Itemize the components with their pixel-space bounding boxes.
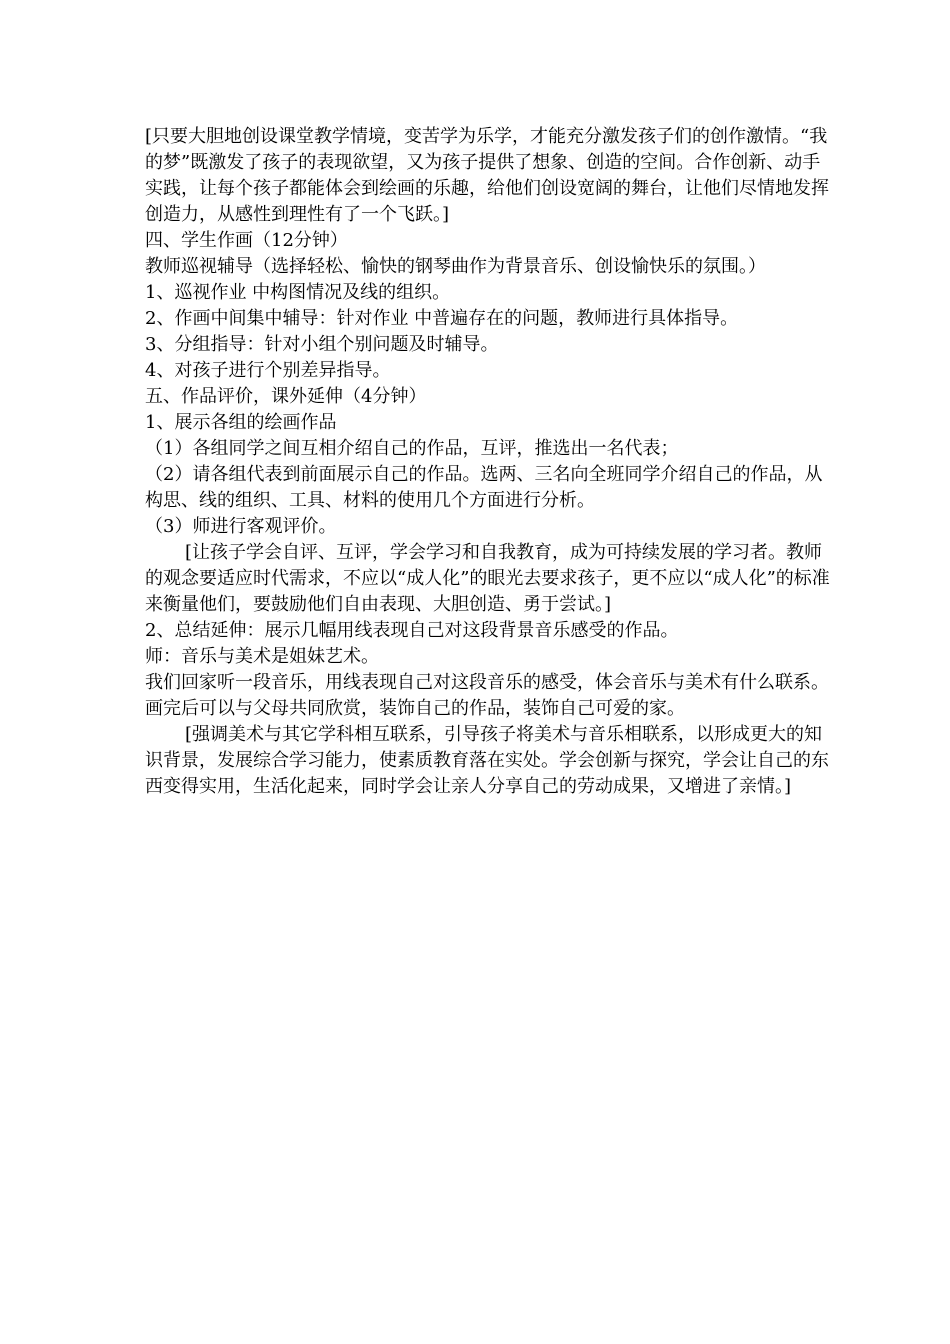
list-item-1: 1、巡视作业 中构图情况及线的组织。 (145, 282, 451, 303)
paragraph-closing-note: [强调美术与其它学科相互联系，引导孩子将美术与音乐相联系，以形成更大的知识背景，发展综合学习能力，使素质教育落在实处。学会创新与探究，学会让自己的东西变得实用，生活化起来，同时学会让亲人分享自己的劳动成果，又增进了亲情。] (145, 724, 829, 797)
heading-section-five: 五、作品评价，课外延伸（4分钟） (145, 386, 427, 407)
paragraph-intro-note: [只要大胆地创设课堂教学情境，变苦学为乐学，才能充分激发孩子们的创作激情。“我的梦”既激发了孩子的表现欲望，又为孩子提供了想象、创造的空间。合作创新、动手实践，让每个孩子都能体会到绘画的乐趣，给他们创设宽阔的舞台，让他们尽情地发挥创造力，从感性到理性有了一个飞跃。] (145, 126, 829, 225)
paragraph-teacher-line: 师：音乐与美术是姐妹艺术。 (145, 646, 379, 667)
list-item-3: 3、分组指导：针对小组个别问题及时辅导。 (145, 334, 499, 355)
heading-section-four: 四、学生作画（12分钟） (145, 230, 348, 251)
list-item-display-works: 1、展示各组的绘画作品 (145, 412, 337, 433)
paragraph-share: 画完后可以与父母共同欣赏，装饰自己的作品，装饰自己可爱的家。 (145, 698, 685, 719)
list-item-4: 4、对孩子进行个别差异指导。 (145, 360, 391, 381)
paragraph-evaluation-note: [让孩子学会自评、互评，学会学习和自我教育，成为可持续发展的学习者。教师的观念要适应时代需求，不应以“成人化”的眼光去要求孩子，更不应以“成人化”的标准来衡量他们，要鼓励他们自由表现、大胆创造、勇于尝试。] (145, 542, 830, 615)
sub-item-3: （3）师进行客观评价。 (145, 516, 337, 537)
list-item-summary: 2、总结延伸：展示几幅用线表现自己对这段背景音乐感受的作品。 (145, 620, 679, 641)
paragraph-homework: 我们回家听一段音乐，用线表现自己对这段音乐的感受，体会音乐与美术有什么联系。 (145, 672, 829, 693)
paragraph-teacher-guidance: 教师巡视辅导（选择轻松、愉快的钢琴曲作为背景音乐、创设愉快乐的氛围。） (145, 256, 766, 277)
sub-item-2: （2）请各组代表到前面展示自己的作品。选两、三名向全班同学介绍自己的作品，从构思、线的组织、工具、材料的使用几个方面进行分析。 (145, 464, 823, 511)
list-item-2: 2、作画中间集中辅导：针对作业 中普遍存在的问题，教师进行具体指导。 (145, 308, 739, 329)
document-body (145, 124, 835, 800)
sub-item-1: （1）各组同学之间互相介绍自己的作品，互评，推选出一名代表； (145, 438, 679, 459)
